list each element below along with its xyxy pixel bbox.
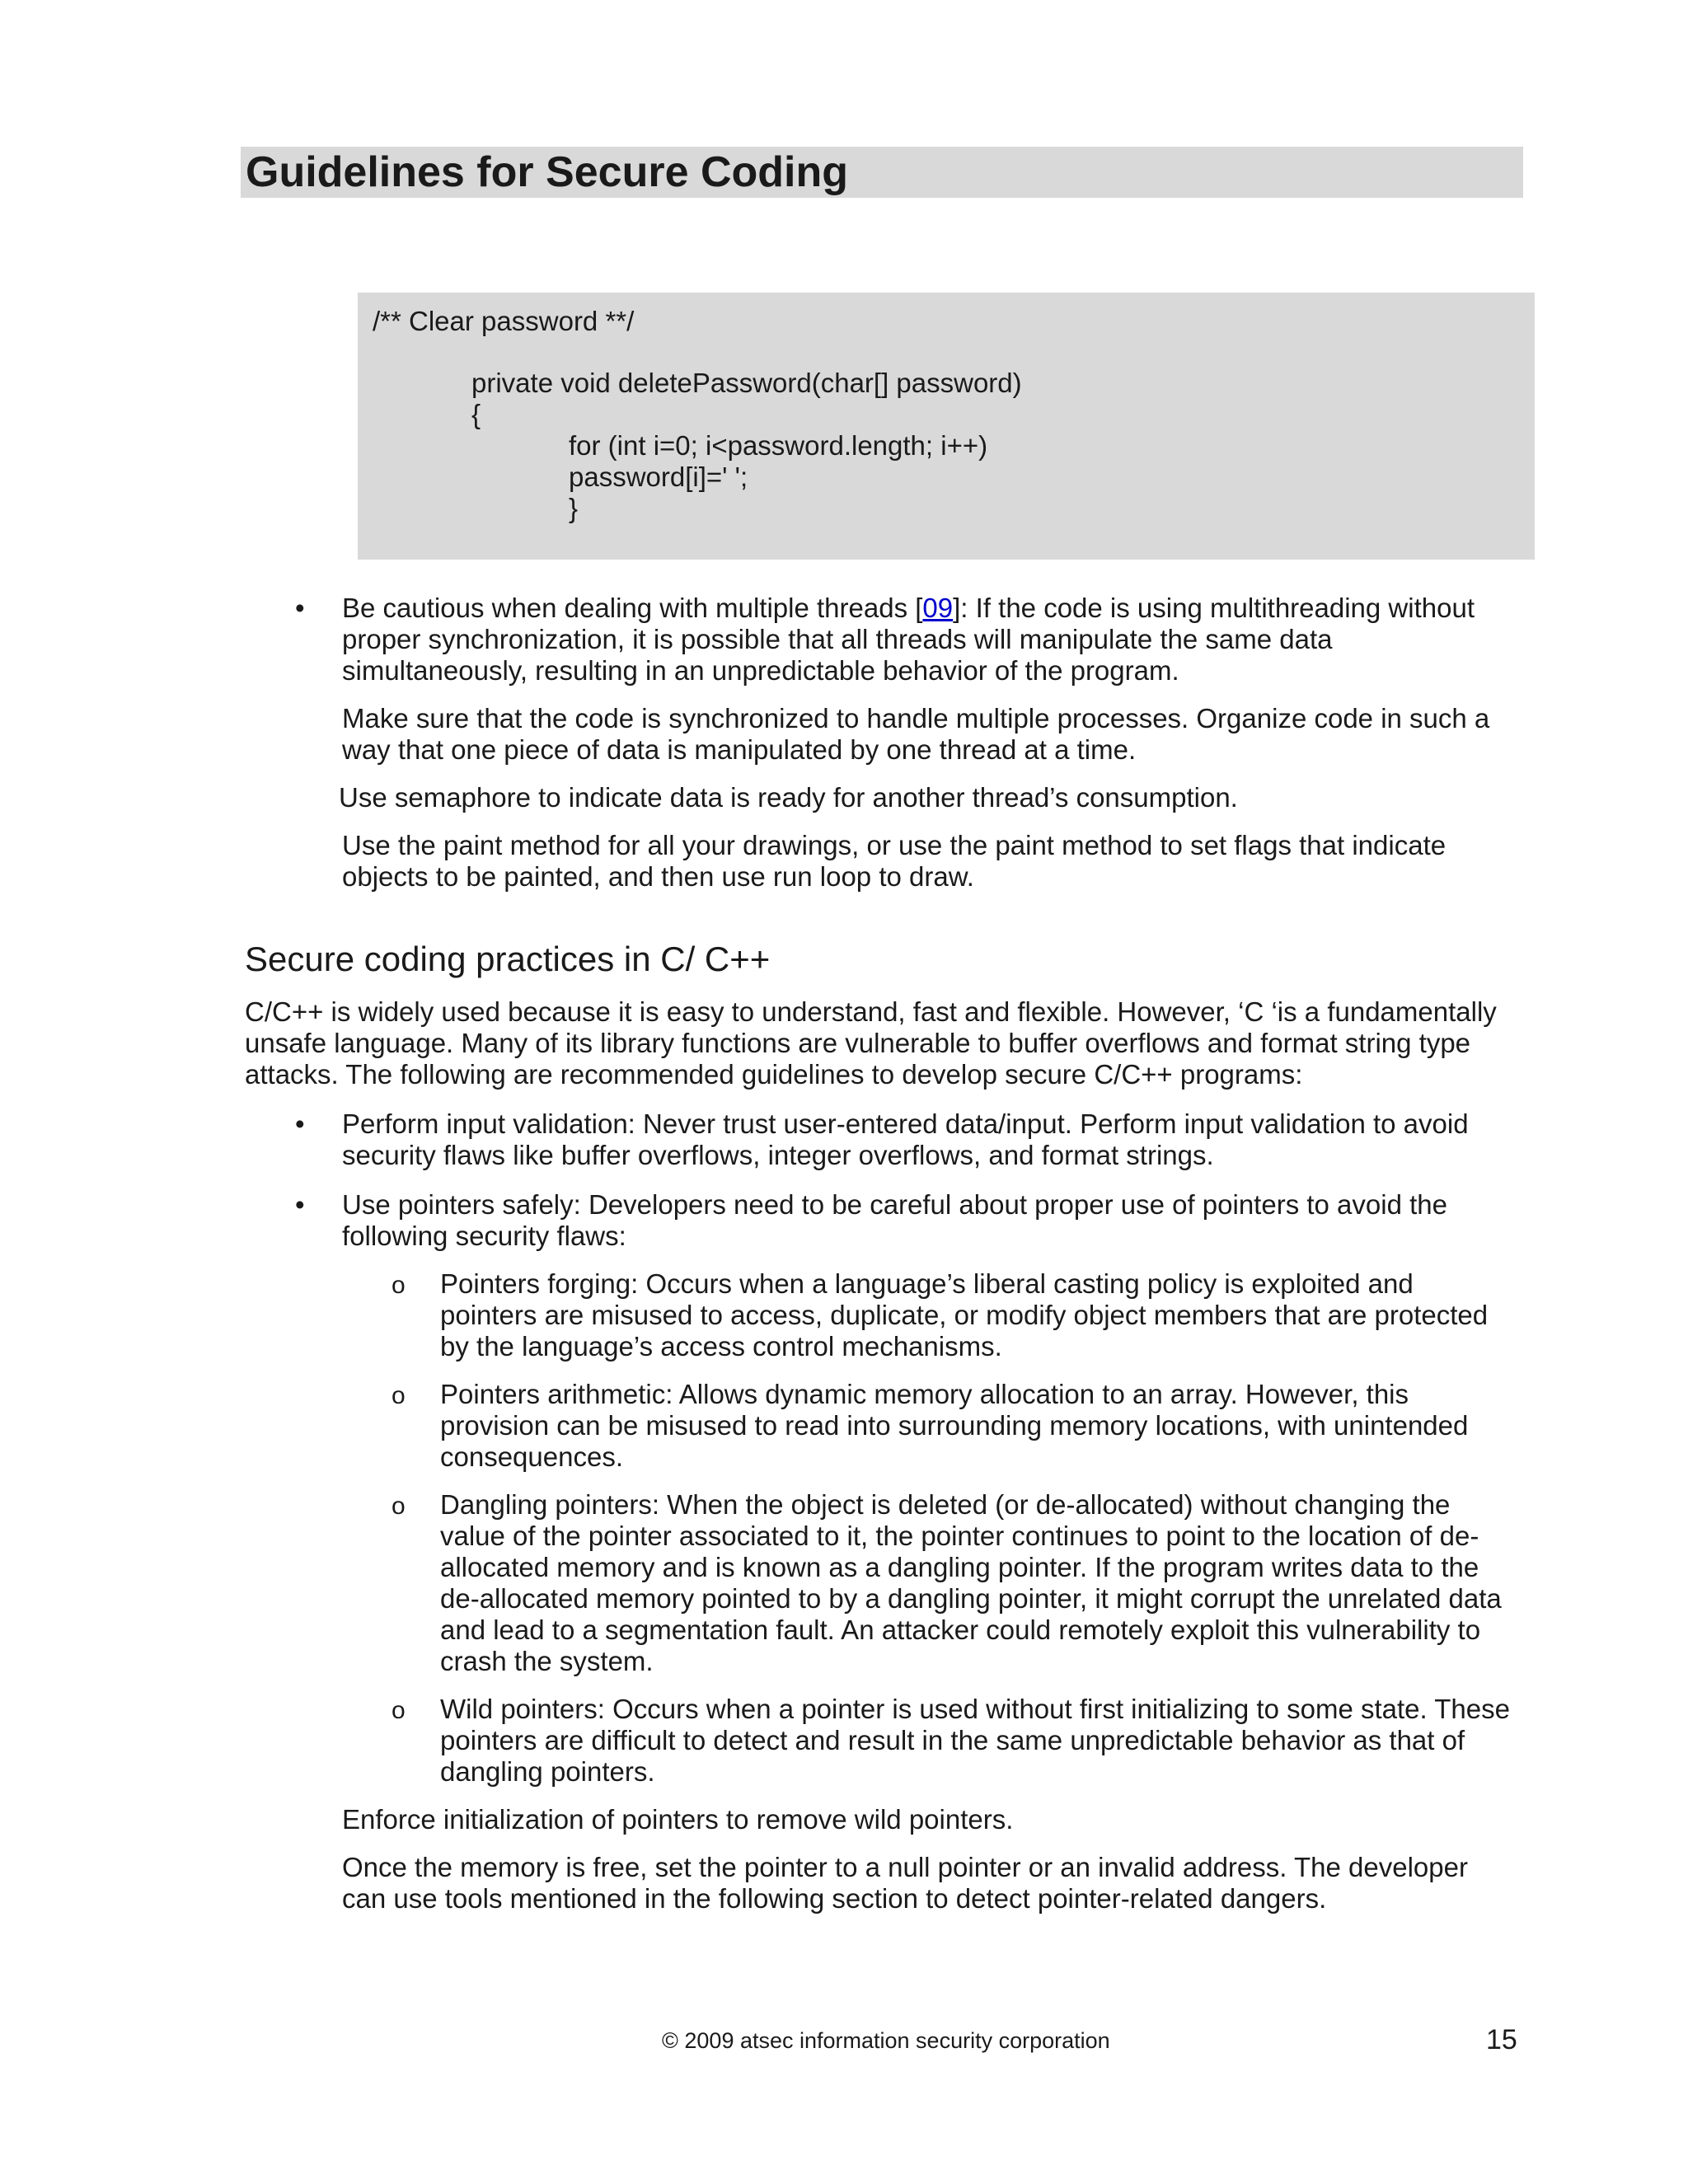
- free-line-2: can use tools mentioned in the following section to detect pointer-related dangers.: [342, 1883, 1327, 1914]
- input-validation-line-1: Perform input validation: Never trust user-entered data/input. Perform input validation to avoid: [342, 1108, 1469, 1139]
- intro-line-2: unsafe language. Many of its library functions are vulnerable to buffer overflows and format string type: [245, 1028, 1471, 1058]
- code-comment: /** Clear password **/: [373, 306, 635, 336]
- sub-bullet-glyph: o: [392, 1382, 406, 1409]
- code-signature: private void deletePassword(char[] password): [471, 368, 1022, 398]
- free-line-1: Once the memory is free, set the pointer to a null pointer or an invalid address. The developer: [342, 1852, 1468, 1882]
- dangling-line-5: and lead to a segmentation fault. An attacker could remotely exploit this vulnerability to: [440, 1615, 1481, 1645]
- wild-line-1: Wild pointers: Occurs when a pointer is used without first initializing to some state. These: [440, 1694, 1510, 1724]
- threads-para4-line-2: objects to be painted, and then use run loop to draw.: [342, 861, 974, 892]
- bullet-glyph: •: [295, 1189, 305, 1220]
- code-open-brace: {: [471, 399, 481, 429]
- dangling-line-4: de-allocated memory pointed to by a dangling pointer, it might corrupt the unrelated data: [440, 1583, 1502, 1614]
- enforce-paragraph: Enforce initialization of pointers to remove wild pointers.: [342, 1804, 1014, 1835]
- bullet-glyph: •: [295, 1108, 305, 1139]
- pointers-line-2: following security flaws:: [342, 1221, 626, 1251]
- bullet-glyph: •: [295, 593, 305, 623]
- code-assignment: password[i]=' ';: [569, 462, 748, 492]
- intro-line-1: C/C++ is widely used because it is easy to understand, fast and flexible. However, ‘C ‘is a fundamentally: [245, 996, 1497, 1027]
- sub-bullet-glyph: o: [392, 1493, 406, 1520]
- threads-para2-line-2: way that one piece of data is manipulated by one thread at a time.: [342, 734, 1137, 765]
- intro-line-3: attacks. The following are recommended guidelines to develop secure C/C++ programs:: [245, 1059, 1303, 1090]
- page-title: Guidelines for Secure Coding: [246, 148, 848, 196]
- forging-line-3: by the language’s access control mechanisms.: [440, 1331, 1002, 1361]
- threads-para3: Use semaphore to indicate data is ready for another thread’s consumption.: [339, 782, 1238, 813]
- wild-line-2: pointers are difficult to detect and result in the same unpredictable behavior as that of: [440, 1725, 1465, 1755]
- threads-para2-line-1: Make sure that the code is synchronized to handle multiple processes. Organize code in such a: [342, 703, 1490, 733]
- code-block: [358, 293, 1535, 560]
- code-for-loop: for (int i=0; i<password.length; i++): [569, 430, 988, 461]
- forging-line-2: pointers are misused to access, duplicate, or modify object members that are protected: [440, 1300, 1489, 1330]
- threads-line-2: proper synchronization, it is possible that all threads will manipulate the same data: [342, 624, 1333, 654]
- arithmetic-line-3: consequences.: [440, 1441, 623, 1472]
- footer-copyright: © 2009 atsec information security corporation: [662, 2028, 1110, 2053]
- section-heading: Secure coding practices in C/ C++: [245, 940, 771, 978]
- threads-lead-text: Be cautious when dealing with multiple threads [: [342, 593, 923, 623]
- sub-bullet-glyph: o: [392, 1272, 406, 1299]
- arithmetic-line-2: provision can be misused to read into surrounding memory locations, with unintended: [440, 1410, 1469, 1441]
- wild-line-3: dangling pointers.: [440, 1756, 655, 1787]
- dangling-line-3: allocated memory and is known as a dangling pointer. If the program writes data to the: [440, 1552, 1479, 1582]
- forging-line-1: Pointers forging: Occurs when a language’s liberal casting policy is exploited and: [440, 1268, 1414, 1299]
- reference-link-09[interactable]: 09: [922, 593, 954, 623]
- threads-line-3: simultaneously, resulting in an unpredictable behavior of the program.: [342, 655, 1179, 686]
- page-number: 15: [1486, 2024, 1517, 2055]
- dangling-line-6: crash the system.: [440, 1646, 654, 1676]
- dangling-line-2: value of the pointer associated to it, the pointer continues to point to the location of de-: [440, 1521, 1479, 1551]
- input-validation-line-2: security flaws like buffer overflows, integer overflows, and format strings.: [342, 1140, 1214, 1170]
- threads-line-1: [342, 593, 1475, 624]
- pointers-line-1: Use pointers safely: Developers need to be careful about proper use of pointers to avoid the: [342, 1189, 1447, 1220]
- code-close-brace: }: [569, 493, 579, 523]
- dangling-line-1: Dangling pointers: When the object is deleted (or de-allocated) without changing the: [440, 1489, 1451, 1520]
- arithmetic-line-1: Pointers arithmetic: Allows dynamic memory allocation to an array. However, this: [440, 1379, 1409, 1409]
- threads-after-ref: ]: If the code is using multithreading without: [953, 593, 1475, 623]
- threads-para4-line-1: Use the paint method for all your drawings, or use the paint method to set flags that indicate: [342, 830, 1447, 860]
- sub-bullet-glyph: o: [392, 1697, 406, 1724]
